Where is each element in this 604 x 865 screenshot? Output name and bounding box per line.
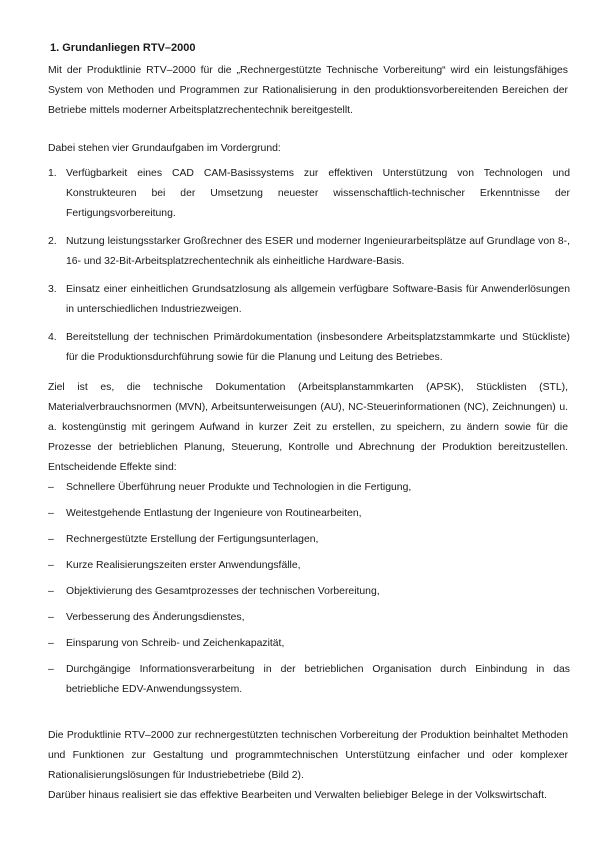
tasks-lead: Dabei stehen vier Grundaufgaben im Vordergrund: xyxy=(48,143,281,154)
task-number: 2. xyxy=(48,236,57,247)
section-title: 1. Grundanliegen RTV–2000 xyxy=(50,42,196,54)
effect-item xyxy=(48,530,570,550)
task-text: Verfügbarkeit eines CAD CAM-Basissystems zur effektiven Unterstützung von Technologen und Konstrukteuren bei der Umsetzung neuester wissenschaftlich-technischer Erkenntnisse der Fertigungsvorbereitung. xyxy=(66,168,570,219)
effect-text: Durchgängige Informationsverarbeitung in der betrieblichen Organisation durch Einbindung in das betriebliche EDV-Anwendungssystem. xyxy=(66,664,570,695)
effect-item xyxy=(48,660,570,700)
task-item xyxy=(48,280,570,320)
effects-list xyxy=(48,478,570,700)
effect-item xyxy=(48,634,570,654)
effect-item xyxy=(48,478,570,498)
dash-marker: – xyxy=(48,482,54,493)
effect-item xyxy=(48,556,570,576)
effect-text: Objektivierung des Gesamtprozesses der technischen Vorbereitung, xyxy=(66,586,380,597)
task-item xyxy=(48,328,570,368)
effect-text: Rechnergestützte Erstellung der Fertigungsunterlagen, xyxy=(66,534,319,545)
task-text: Nutzung leistungsstarker Großrechner des ESER und moderner Ingenieurarbeitsplätze auf Grundlage von 8-, 16- und 32-Bit-Arbeitsplatzrechentechnik als einheitliche Hardware-Basis. xyxy=(66,236,570,267)
task-text: Einsatz einer einheitlichen Grundsatzlosung als allgemein verfügbare Software-Basis für Anwenderlösungen in unterschiedlichen Industriezweigen. xyxy=(66,284,570,315)
dash-marker: – xyxy=(48,534,54,545)
effect-text: Weitestgehende Entlastung der Ingenieure von Routinearbeiten, xyxy=(66,508,362,519)
task-item xyxy=(48,164,570,224)
dash-marker: – xyxy=(48,560,54,571)
effect-text: Schnellere Überführung neuer Produkte und Technologien in die Fertigung, xyxy=(66,482,412,493)
effect-item xyxy=(48,582,570,602)
closing-paragraph-2: Darüber hinaus realisiert sie das effektive Bearbeiten und Verwalten beliebiger Belege in der Volkswirtschaft. xyxy=(48,790,547,801)
task-item xyxy=(48,232,570,272)
dash-marker: – xyxy=(48,508,54,519)
dash-marker: – xyxy=(48,586,54,597)
task-number: 3. xyxy=(48,284,57,295)
task-number: 4. xyxy=(48,332,57,343)
effect-item xyxy=(48,608,570,628)
effect-text: Einsparung von Schreib- und Zeichenkapazität, xyxy=(66,638,285,649)
intro-paragraph: Mit der Produktlinie RTV–2000 für die „Rechnergestützte Technische Vorbereitung“ wird ein leistungsfähiges System von Methoden und Programmen zur Rationalisierung in den produktionsvorbereitenden Bereichen der Betriebe mittels moderner Arbeitsplatzrechentechnik bereitgestellt. xyxy=(48,65,568,116)
dash-marker: – xyxy=(48,638,54,649)
task-text: Bereitstellung der technischen Primärdokumentation (insbesondere Arbeitsplatzstammkarte und Stückliste) für die Produktionsdurchführung sowie für die Planung und Leitung des Betriebes. xyxy=(66,332,570,363)
goal-paragraph: Ziel ist es, die technische Dokumentation (Arbeitsplanstammkarten (APSK), Stücklisten (STL), Materialverbrauchsnormen (MVN), Arbeitsunterweisungen (AU), NC-Steuerinformationen (NC), Zeichnungen) u. a. kostengünstig mit geringem Aufwand in kurzer Zeit zu erstellen, zu speichern, zu ändern sowie für die Prozesse der betrieblichen Planung, Steuerung, Kontrolle und Abrechnung der Produktion bereitzustellen. Entscheidende Effekte sind: xyxy=(48,382,568,473)
effect-text: Kurze Realisierungszeiten erster Anwendungsfälle, xyxy=(66,560,301,571)
closing-paragraph: Die Produktlinie RTV–2000 zur rechnergestützten technischen Vorbereitung der Produktion beinhaltet Methoden und Funktionen zur Gestaltung und programmtechnischen Unterstützung einfacher und oder komplexer Rationalisierungslösungen für Industriebetriebe (Bild 2). xyxy=(48,730,568,781)
dash-marker: – xyxy=(48,664,54,675)
effect-item xyxy=(48,504,570,524)
task-list xyxy=(48,164,570,368)
dash-marker: – xyxy=(48,612,54,623)
task-number: 1. xyxy=(48,168,57,179)
effect-text: Verbesserung des Änderungsdienstes, xyxy=(66,612,245,623)
